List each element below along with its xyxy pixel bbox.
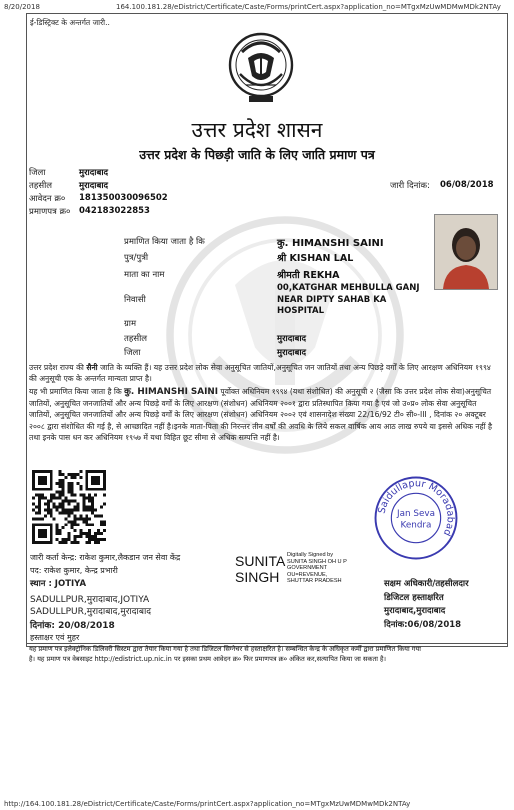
issuing-date: दिनांक: 20/08/2018 [30,621,115,631]
issuing-address-2: SADULLPUR,मुरादाबाद,मुरादाबाद [30,607,152,617]
mother-value: श्रीमती REKHA [277,270,340,281]
mother-label: माता का नाम [124,270,165,280]
district-value: मुरादाबाद [79,168,109,178]
sig-name-line-2: SINGH [235,569,280,585]
village-label: ग्राम [124,319,137,329]
print-url: 164.100.181.28/eDistrict/Certificate/Caste/Forms/printCert.aspx?application_no=MTgxMzUwMDMwMDk2NTAy [116,3,501,11]
jan-seva-kendra-stamp [372,474,460,562]
issuing-post: पद: राकेश कुमार, केन्द्र प्रभारी [30,566,118,575]
govt-title: उत्तर प्रदेश शासन [191,118,323,142]
issuing-place: स्थान : JOTIYA [30,579,87,589]
footer-divider [27,643,507,644]
cert-no-value: 042183022853 [79,206,150,216]
print-footer-url: http://164.100.181.28/eDistrict/Certificate/Caste/Forms/printCert.aspx?application_no=MTgxMzUwMDMwMDk2NTAy [4,800,411,808]
resident-line-1: 00,KATGHAR MEHBULLA GANJ [277,283,420,293]
footer-line-2: है। यह प्रमाण पत्र वेबसाइट http://edistrict.up.nic.in पर इसका प्रथम आवेदन क्र० फिर प्रमाणपत्र क्र० अंकित कर,सत्यापित किया जा सकता है। [29,654,387,663]
authority-date: दिनांक:06/08/2018 [384,620,462,630]
stamp-ring-text: Saidullapur Moradabad [376,478,456,538]
cert-para-intro: यह भी प्रमाणित किया जाता है कि [29,387,122,396]
tehsil-value: मुरादाबाद [79,181,109,191]
sig-details [287,552,347,585]
sig-detail-line: OU=REVENUE, [287,571,328,578]
issuing-address-1: SADULLPUR,मुरादाबाद,JOTIYA [30,595,150,605]
applicant-name: कु. HIMANSHI SAINI [277,238,384,249]
certificate-subtitle: उत्तर प्रदेश के पिछड़ी जाति के लिए जाति प्रमाण पत्र [139,147,375,162]
sign-label: हस्ताक्षर एवं मुहर [30,633,80,642]
issue-date-value: 06/08/2018 [440,180,494,190]
issuing-center: जारी कर्ता केन्द्र: राकेश कुमार,लैकडान जन सेवा केंद्र [30,553,181,562]
district2-value: मुरादाबाद [277,348,307,358]
tehsil-label: तहसील [29,181,53,191]
caste-para-intro: उत्तर प्रदेश राज्य की [29,363,84,372]
resident-label: निवासी [124,295,146,305]
stamp-center-2: Kendra [400,520,432,531]
sig-name-line-1: SUNITA [235,553,286,569]
district-label: जिला [29,168,46,178]
parent-value: श्री KISHAN LAL [277,253,354,264]
resident-line-3: HOSPITAL [277,306,324,316]
tehsil2-label: तहसील [124,334,148,344]
caste-para-body: जाति के व्यक्ति हैं। यह उत्तर प्रदेश लोक सेवा अनुसूचित जातियों,अनुसूचित जन जातियों तथा अन्य पिछड़े वर्गों के लिए आरक्षण अधिनियम १९९४ की अनुसूची एक के अन्तर्गत मान्यता प्राप्त है। [29,363,491,384]
stamp-center-1: Jan Seva [397,509,435,520]
application-label: आवेदन क्र० [29,194,66,204]
resident-line-2: NEAR DIPTY SAHAB KA [277,295,387,305]
authority-sub: डिजिटल हस्ताक्षरित [384,593,444,603]
caste-paragraph [29,362,499,384]
applicant-photo [434,214,498,290]
issue-date-label: जारी दिनांक: [390,181,430,191]
certification-paragraph [29,386,499,443]
print-date: 8/20/2018 [4,3,40,11]
sig-detail-line: GOVERNMENT [287,565,328,572]
cert-para-body: पूर्वोक्त अधिनियम १९९४ (यथा संशोधित) की अनुसूची २ (जैसा कि उत्तर प्रदेश लोक सेवा)अनुसूचित जातियों, अनुसूचित जनजातियों और अन्य पिछड़े वर्गों के लिए आरक्षण (संशोधन) अधिनियम २००१ द्वारा प्रतिस्थापित किया गया है एवं जो उ०प्र० लोक सेवा अनुसूचित जातियों, अनुसूचित जनजातियों और अन्य पिछड़े वर्गों के लिए आरक्षण (संशोधन) अधिनियम २००२ एवं शासनादेश संख्या 22/16/92 टी० सी०-III , दिनांक २० अक्टूबर २००८ द्वारा संशोधित की गई है, से आच्छादित नहीं है।इनके माता-पिता की निरन्तर तीन वर्षों की अवधि के लिये सकल वार्षिक आय आठ लाख रुपये या इससे अधिक नहीं है तथा इनके पास धन कर अधिनियम १९५७ में यथा विहित छूट सीमा से अधिक सम्पत्ति नहीं है। [29,387,493,442]
up-emblem-icon [226,30,296,108]
sig-detail-line: Digitally Signed by [287,552,334,558]
parent-label: पुत्र/पुत्री [124,253,149,263]
digital-signature [235,552,370,586]
sig-detail-line: SUNITA SINGH OH U P [287,558,347,565]
application-value: 181350030096502 [79,193,168,203]
sig-detail-line: SHUTTAR PRADESH [287,578,342,585]
top-note: ई-डिस्ट्रिक्ट के अन्तर्गत जारी.. [30,18,110,27]
caste-name: सैनी [86,363,98,372]
tehsil2-value: मुरादाबाद [277,334,307,344]
certified-label: प्रमाणित किया जाता है कि [124,237,205,247]
footer-line-1: यह प्रमाण पत्र इलेक्ट्रॉनिक डिलिवरी सिस्टम द्वारा तैयार किया गया है तथा डिजिटल सिग्नेचर से हस्ताक्षरित है। सम्बन्धित केन्द्र के अधिकृत कर्मी द्वारा प्रमाणित किया गया [29,645,422,653]
district2-label: जिला [124,348,141,358]
footer-note [29,645,505,664]
authority-title: सक्षम अधिकारी/तहसीलदार [384,579,469,589]
qr-code [32,470,106,544]
cert-no-label: प्रमाणपत्र क्र० [29,207,71,217]
authority-place: मुरादाबाद,मुरादाबाद [384,606,446,616]
cert-para-name: कु. HIMANSHI SAINI [124,387,218,397]
